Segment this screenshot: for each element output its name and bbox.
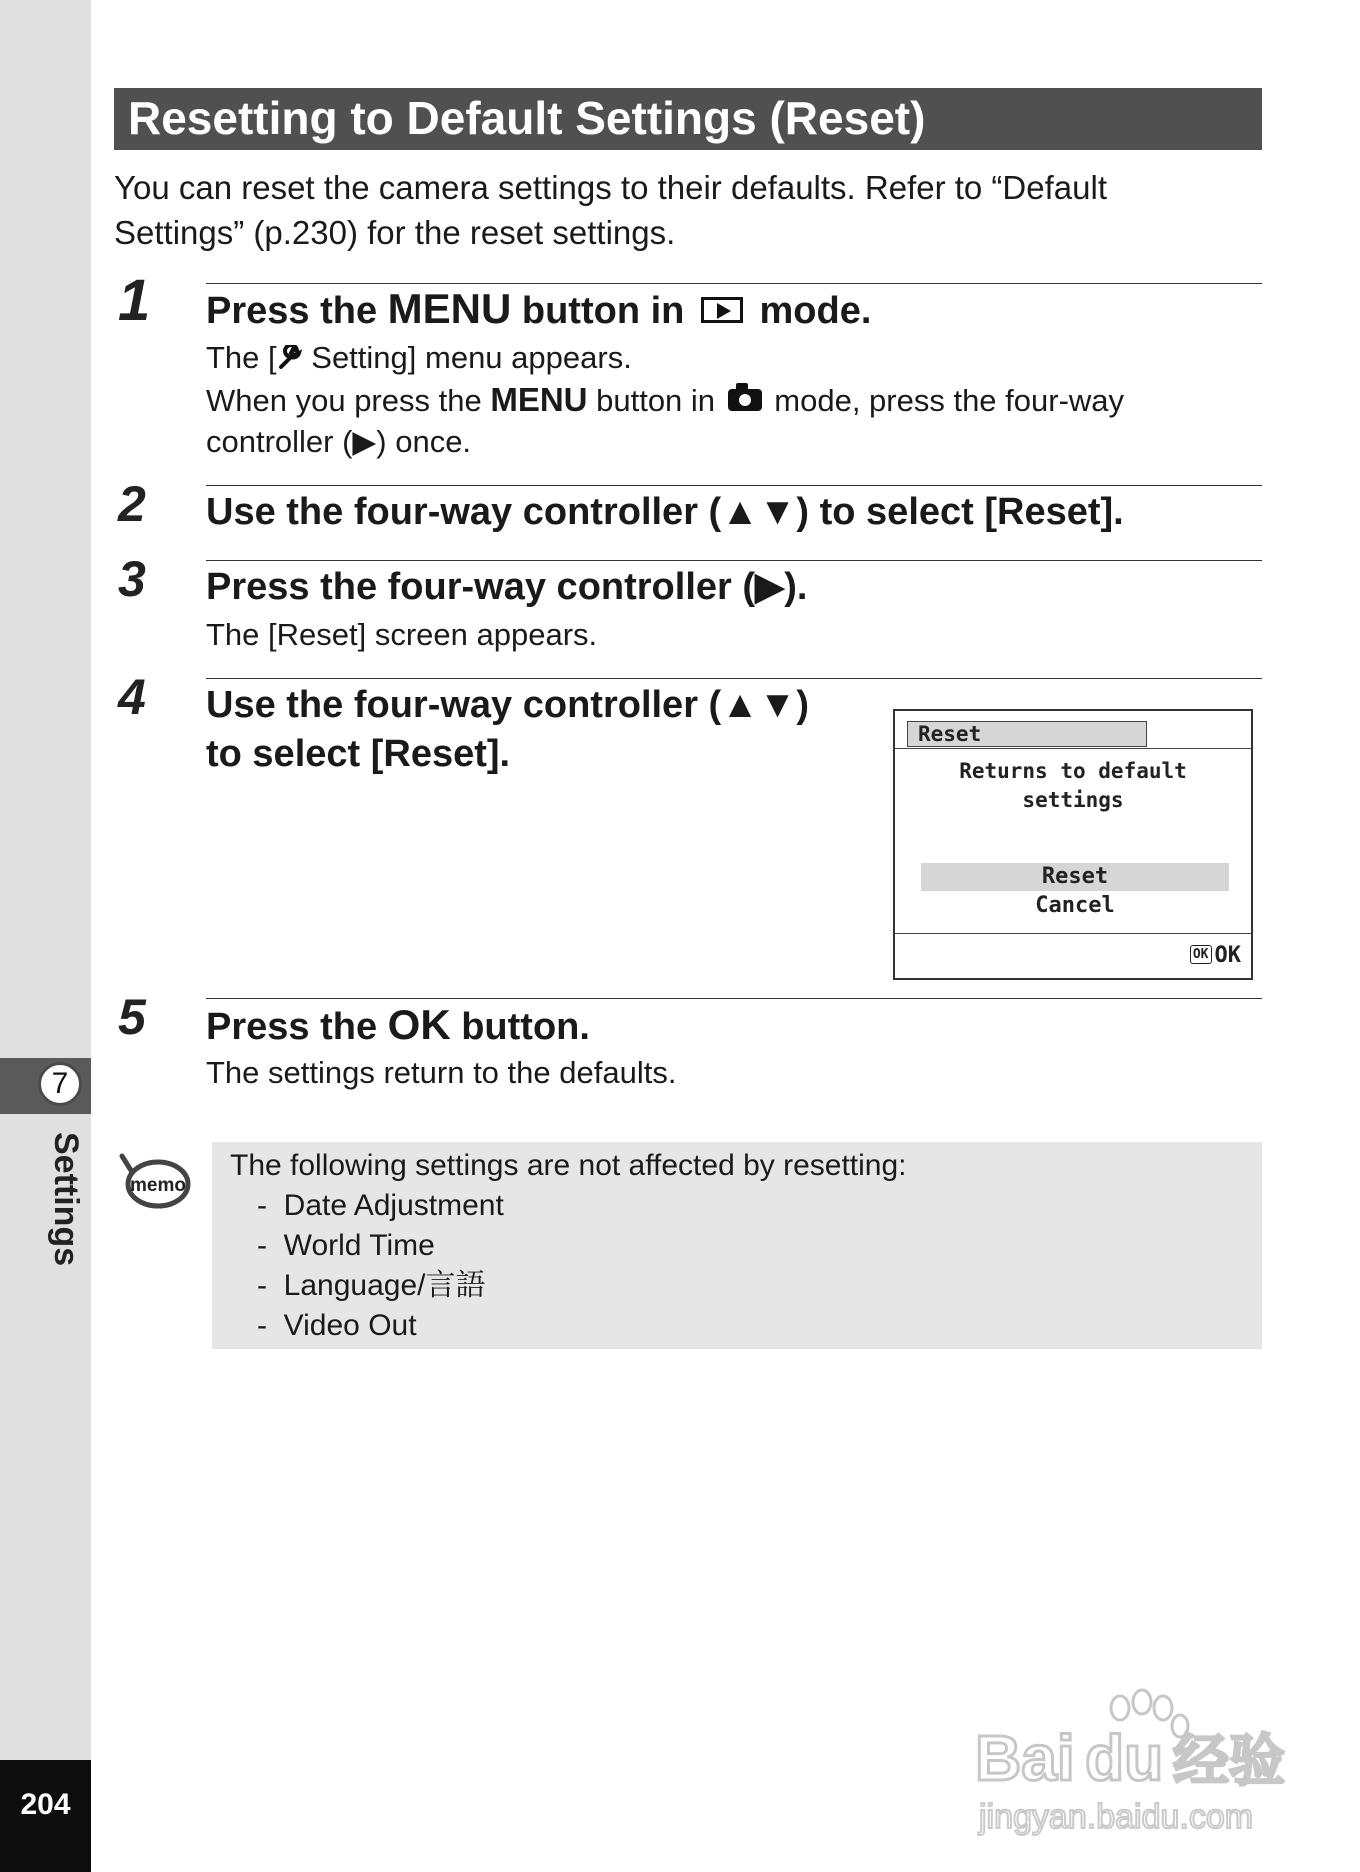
page-number-box [0,1760,91,1872]
baidu-watermark [975,1680,1295,1840]
step-4-heading-line-1: Use the four-way controller (▲▼) [206,684,810,726]
menu-key: MENU [387,285,512,332]
step-divider [206,560,1262,561]
watermark-cn: 经验 [1173,1729,1285,1794]
step-1-number: 1 [118,268,151,333]
cancel-option: Cancel [1035,893,1115,918]
memo-list-item: - Date Adjustment [257,1186,504,1226]
step-4-heading-line-2: to select [Reset]. [206,733,511,775]
page-number: 204 [20,1788,71,1821]
ok-indicator: OK OK [1190,942,1241,970]
chapter-number: 7 [38,1062,82,1106]
intro-line-2: Settings” (p.230) for the reset settings. [114,214,676,251]
step-3-number: 3 [118,551,146,607]
step-5-heading: Press the OK button. [206,1001,590,1048]
step-5-body: The settings return to the defaults. [206,1055,677,1090]
reset-screen-illustration [893,709,1253,980]
step-2-heading: Use the four-way controller (▲▼) to select [Reset]. [206,491,1124,533]
memo-intro: The following settings are not affected by resetting: [230,1149,907,1182]
step-1-line-2: When you press the MENU button in mode, press the four-way [206,381,1125,418]
step-1-line-1: The [ Setting] menu appears. [206,340,632,375]
intro-line-1: You can reset the camera settings to their defaults. Refer to “Default [114,169,1107,206]
reset-screen-tab: Reset [907,721,1147,747]
watermark-url: jingyan.baidu.com [979,1798,1254,1836]
watermark-brand-2: du [1085,1722,1164,1794]
svg-text:memo: memo [130,1175,186,1196]
step-5-number: 5 [118,989,146,1045]
step-3-heading: Press the four-way controller (▶). [206,566,808,608]
step-3-body: The [Reset] screen appears. [206,617,598,652]
reset-screen-description: Returns to default settings [959,759,1187,812]
step-2-number: 2 [118,476,146,532]
step-4-number: 4 [118,669,146,725]
step-divider [206,678,1262,679]
chapter-sidebar [0,0,91,1872]
reset-option: Reset [921,863,1229,891]
chapter-label: Settings [47,1132,85,1267]
step-1-line-3: controller (▶) once. [206,424,472,459]
memo-list-item: - Video Out [257,1306,504,1346]
step-divider [206,998,1262,999]
screen-divider [895,933,1251,934]
memo-list [257,1186,504,1346]
playback-mode-icon [701,297,743,323]
memo-icon [118,1150,198,1210]
step-1-heading: Press the MENU button in mode. [206,285,872,332]
memo-list-item: - Language/言語 [257,1266,504,1306]
watermark-brand: Bai [975,1722,1075,1794]
intro-text [114,165,1274,255]
step-divider [206,283,1262,284]
menu-key: MENU [490,381,588,418]
memo-box [212,1142,1262,1349]
camera-mode-icon [728,389,762,411]
memo-list-item: - World Time [257,1226,504,1266]
ok-key: OK [387,1001,451,1048]
screen-divider [895,748,1251,749]
title-bar [114,88,1262,150]
page-title: Resetting to Default Settings (Reset) [128,92,926,144]
wrench-icon [277,345,303,371]
ok-key-icon: OK [1190,945,1212,964]
step-divider [206,485,1262,486]
